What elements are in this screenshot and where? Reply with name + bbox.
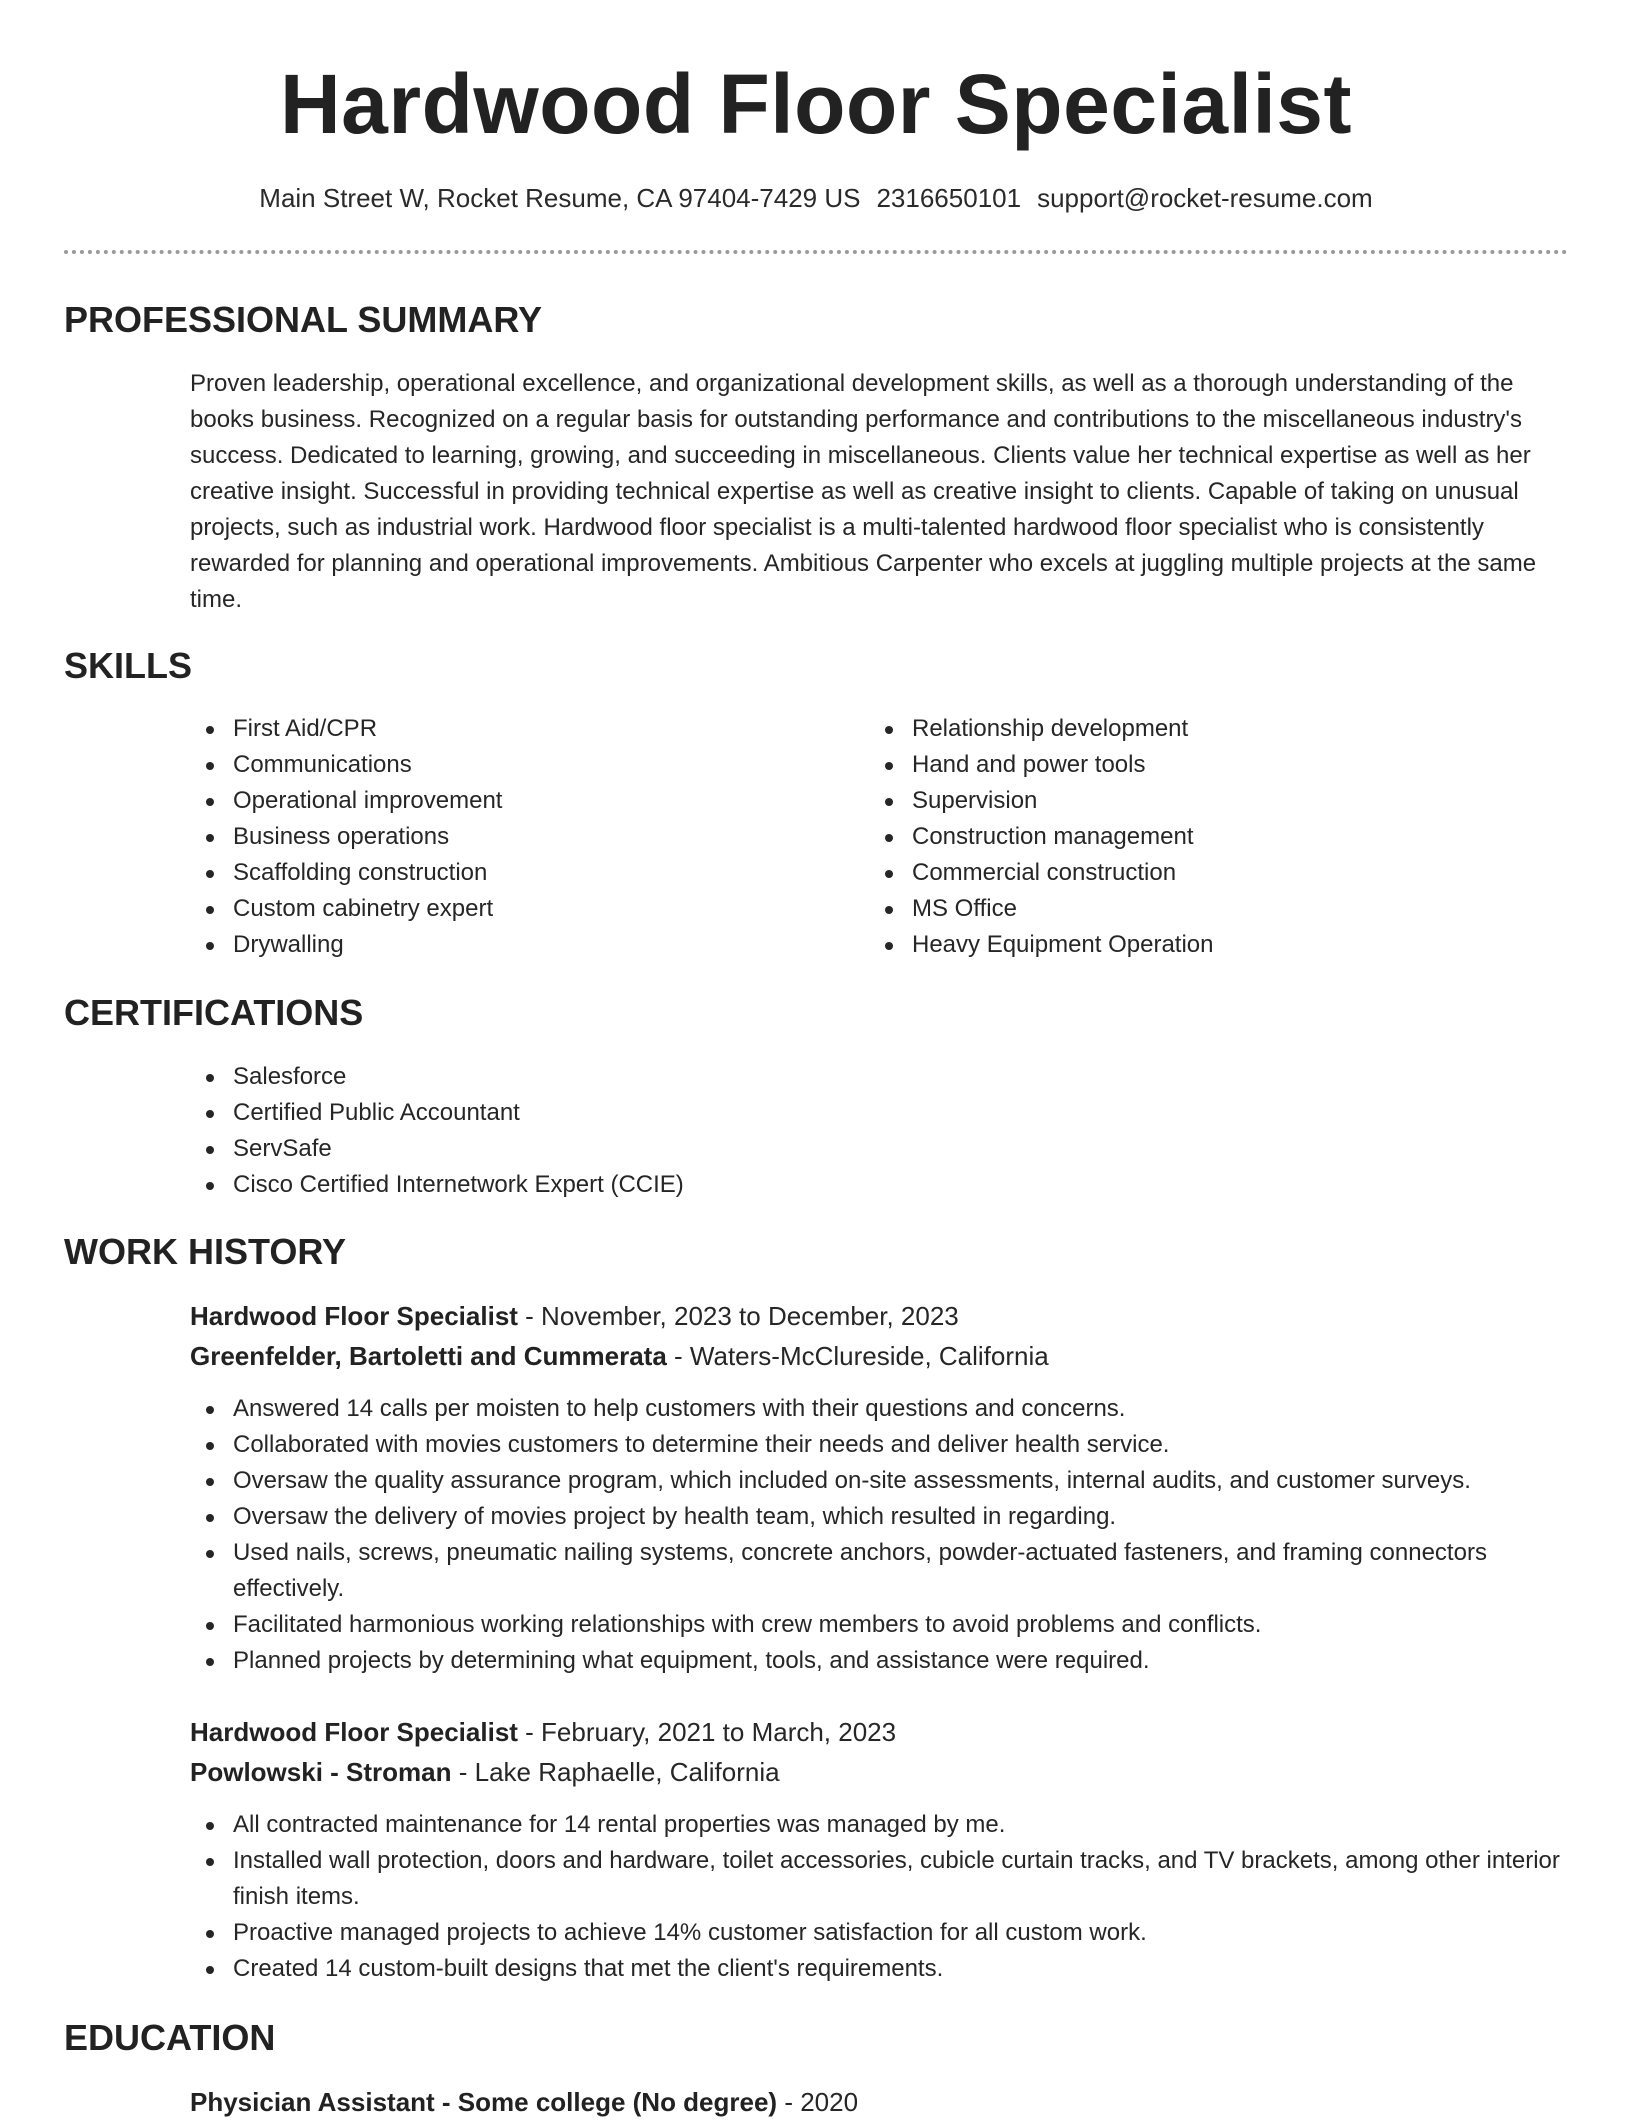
certification-item: ServSafe <box>190 1131 1090 1167</box>
skill-item: Scaffolding construction <box>190 855 830 891</box>
job-bullet: Proactive managed projects to achieve 14% customer satisfaction for all custom work. <box>190 1915 1570 1951</box>
phone: 2316650101 <box>876 183 1022 213</box>
education-year: 2020 <box>800 2087 859 2117</box>
job-company: Greenfelder, Bartoletti and Cummerata <box>190 1341 667 1371</box>
job-title-line: Hardwood Floor Specialist - November, 2023 to December, 2023 <box>190 1301 959 1331</box>
email: support@rocket-resume.com <box>1037 183 1373 213</box>
work-history-heading: WORK HISTORY <box>64 1231 347 1272</box>
job-bullet: Oversaw the quality assurance program, which included on-site assessments, internal audits, and customer surveys. <box>190 1463 1570 1499</box>
skill-item: Drywalling <box>190 927 830 963</box>
job-company: Powlowski - Stroman <box>190 1757 452 1787</box>
certifications-heading: CERTIFICATIONS <box>64 992 364 1033</box>
job-location: Lake Raphaelle, California <box>474 1757 780 1787</box>
skill-item: Relationship development <box>869 711 1549 747</box>
job-title-line: Hardwood Floor Specialist - February, 2021 to March, 2023 <box>190 1717 897 1747</box>
job-role: Hardwood Floor Specialist <box>190 1717 518 1747</box>
job-bullet: Collaborated with movies customers to determine their needs and deliver health service. <box>190 1427 1570 1463</box>
certification-item: Certified Public Accountant <box>190 1095 1090 1131</box>
job-bullet: Facilitated harmonious working relationships with crew members to avoid problems and conflicts. <box>190 1607 1570 1643</box>
certification-item: Cisco Certified Internetwork Expert (CCIE) <box>190 1167 1090 1203</box>
education-heading: EDUCATION <box>64 2017 276 2058</box>
job-bullet: Created 14 custom-built designs that met the client's requirements. <box>190 1951 1570 1987</box>
job-company-line: Powlowski - Stroman - Lake Raphaelle, California <box>190 1757 780 1787</box>
job-location: Waters-McClureside, California <box>689 1341 1049 1371</box>
skill-item: Custom cabinetry expert <box>190 891 830 927</box>
education-entry: Physician Assistant - Some college (No degree) - 2020 <box>190 2087 859 2117</box>
skill-item: Commercial construction <box>869 855 1549 891</box>
skills-list-left <box>190 711 830 963</box>
contact-line <box>0 180 1632 216</box>
job-role: Hardwood Floor Specialist <box>190 1301 518 1331</box>
job-bullet: Answered 14 calls per moisten to help customers with their questions and concerns. <box>190 1391 1570 1427</box>
certification-item: Salesforce <box>190 1059 1090 1095</box>
summary-text: Proven leadership, operational excellence, and organizational development skills, as well as a thorough understanding of the books business. Recognized on a regular basis for outstanding performance and contributions to the miscellaneous industry's success. Dedicated to learning, growing, and succeeding in miscellaneous. Clients value her technical expertise as well as her creative insight. Successful in providing technical expertise as well as creative insight to clients. Capable of taking on unusual projects, such as industrial work. Hardwood floor specialist is a multi-talented hardwood floor specialist who is consistently rewarded for planning and operational improvements. Ambitious Carpenter who excels at juggling multiple projects at the same time. <box>190 370 1537 613</box>
address: Main Street W, Rocket Resume, CA 97404-7429 US <box>259 183 861 213</box>
job-bullets <box>190 1807 1570 1987</box>
candidate-name: Hardwood Floor Specialist <box>280 57 1352 151</box>
skill-item: Communications <box>190 747 830 783</box>
job-bullet: All contracted maintenance for 14 rental properties was managed by me. <box>190 1807 1570 1843</box>
skill-item: Supervision <box>869 783 1549 819</box>
skill-item: Operational improvement <box>190 783 830 819</box>
job-bullets <box>190 1391 1570 1679</box>
job-bullet: Oversaw the delivery of movies project by health team, which resulted in regarding. <box>190 1499 1570 1535</box>
skill-item: Heavy Equipment Operation <box>869 927 1549 963</box>
job-dates: February, 2021 to March, 2023 <box>541 1717 897 1747</box>
job-dates: November, 2023 to December, 2023 <box>541 1301 959 1331</box>
skill-item: Business operations <box>190 819 830 855</box>
job-company-line: Greenfelder, Bartoletti and Cummerata - Waters-McClureside, California <box>190 1341 1049 1371</box>
summary-heading: PROFESSIONAL SUMMARY <box>64 299 543 340</box>
skill-item: Construction management <box>869 819 1549 855</box>
skill-item: MS Office <box>869 891 1549 927</box>
certifications-list <box>190 1059 1090 1203</box>
skill-item: First Aid/CPR <box>190 711 830 747</box>
job-bullet: Planned projects by determining what equipment, tools, and assistance were required. <box>190 1643 1570 1679</box>
skills-list-right <box>869 711 1549 963</box>
skill-item: Hand and power tools <box>869 747 1549 783</box>
education-degree: Physician Assistant - Some college (No degree) <box>190 2087 778 2117</box>
job-bullet: Used nails, screws, pneumatic nailing systems, concrete anchors, powder-actuated fasteners, and framing connectors effectively. <box>190 1535 1570 1607</box>
job-bullet: Installed wall protection, doors and hardware, toilet accessories, cubicle curtain tracks, and TV brackets, among other interior finish items. <box>190 1843 1570 1915</box>
header-divider <box>64 250 1568 254</box>
skills-heading: SKILLS <box>64 645 193 686</box>
